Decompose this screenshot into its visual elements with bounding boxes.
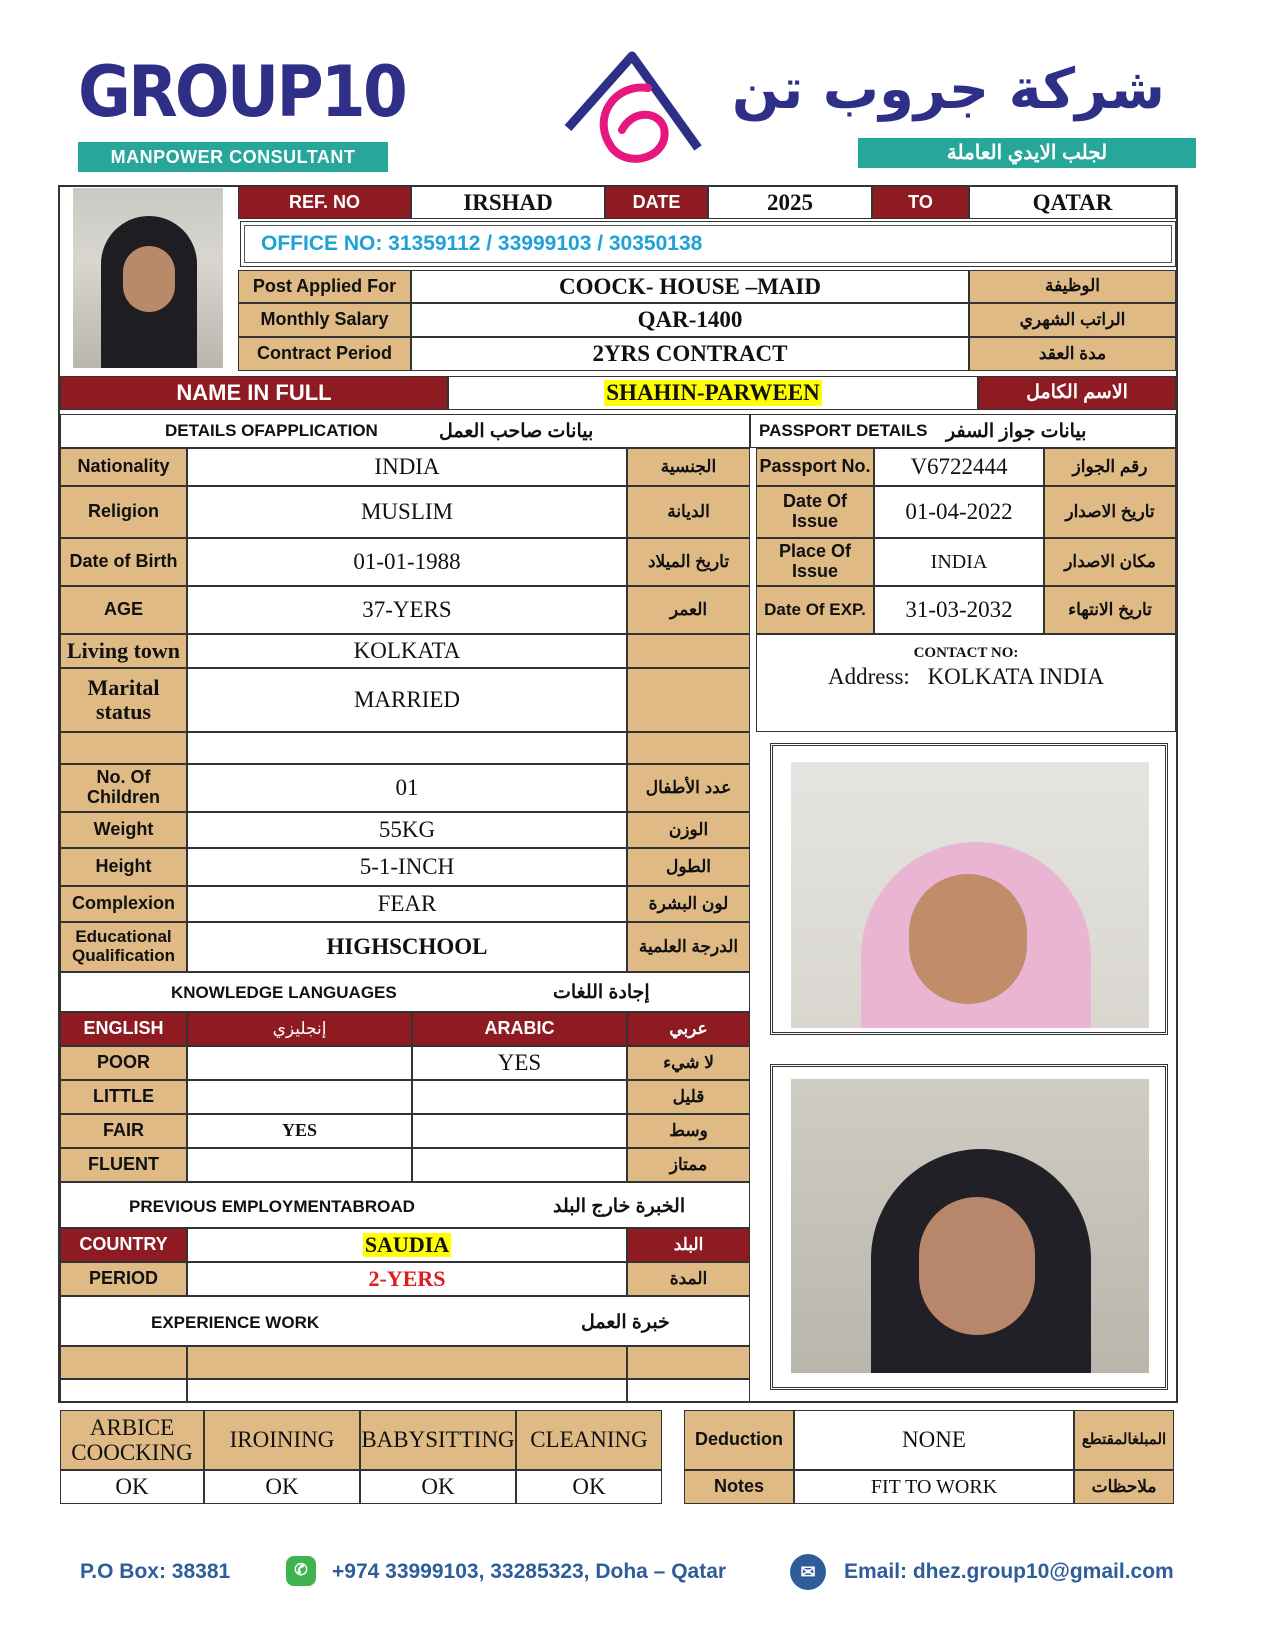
contact-label: CONTACT NO: bbox=[913, 645, 1019, 661]
arabic-level-mark bbox=[412, 1148, 627, 1182]
english-header: ENGLISH bbox=[60, 1012, 187, 1046]
details-label: Marital status bbox=[60, 668, 187, 732]
passport-arabic: رقم الجواز bbox=[1044, 448, 1176, 486]
details-label: Date of Birth bbox=[60, 538, 187, 586]
to-value: QATAR bbox=[969, 186, 1176, 219]
post-label: Post Applied For bbox=[238, 270, 411, 303]
skill-name: ARBICE COOCKING bbox=[60, 1410, 204, 1470]
applicant-photo-black-scarf bbox=[791, 1079, 1149, 1373]
languages-title-arabic: إجادة اللغات bbox=[553, 982, 650, 1003]
skill-name: CLEANING bbox=[516, 1410, 662, 1470]
details-value: MUSLIM bbox=[187, 486, 627, 538]
passport-value: V6722444 bbox=[874, 448, 1044, 486]
passport-arabic: تاريخ الاصدار bbox=[1044, 486, 1176, 538]
ref-no-value: IRSHAD bbox=[411, 186, 605, 219]
notes-arabic: ملاحظات bbox=[1074, 1470, 1174, 1504]
name-value: SHAHIN-PARWEEN bbox=[606, 380, 820, 406]
details-label: Complexion bbox=[60, 886, 187, 922]
details-value: 01-01-1988 bbox=[187, 538, 627, 586]
details-label: Weight bbox=[60, 812, 187, 848]
details-value bbox=[187, 732, 627, 764]
arabic-header-arabic: عربي bbox=[627, 1012, 750, 1046]
passport-value: 01-04-2022 bbox=[874, 486, 1044, 538]
details-label: Educational Qualification bbox=[60, 922, 187, 972]
language-level-arabic: وسط bbox=[627, 1114, 750, 1148]
details-section-header bbox=[60, 414, 750, 448]
photo-frame-1 bbox=[770, 743, 1168, 1035]
contract-label: Contract Period bbox=[238, 337, 411, 371]
footer bbox=[0, 1548, 1275, 1598]
deduction-label: Deduction bbox=[684, 1410, 794, 1470]
employment-title-arabic: الخبرة خارج البلد bbox=[553, 1196, 686, 1217]
applicant-photo-pink-scarf bbox=[791, 762, 1149, 1028]
details-value: INDIA bbox=[187, 448, 627, 486]
name-arabic: الاسم الكامل bbox=[978, 376, 1176, 410]
language-level: FLUENT bbox=[60, 1148, 187, 1182]
english-level-mark bbox=[187, 1046, 412, 1080]
phone-numbers: +974 33999103, 33285323, Doha – Qatar bbox=[332, 1560, 727, 1583]
experience-title-arabic: خبرة العمل bbox=[581, 1312, 670, 1333]
passport-label: Place Of Issue bbox=[756, 538, 874, 586]
skill-status: OK bbox=[516, 1470, 662, 1504]
details-label: Height bbox=[60, 848, 187, 886]
passport-section-arabic: بيانات جواز السفر bbox=[946, 420, 1087, 442]
to-label: TO bbox=[872, 186, 969, 219]
details-value: KOLKATA bbox=[187, 634, 627, 668]
contact-block bbox=[756, 634, 1176, 732]
details-value: 01 bbox=[187, 764, 627, 812]
english-header-arabic: إنجليزي bbox=[187, 1012, 412, 1046]
logo-subtitle: MANPOWER CONSULTANT bbox=[78, 142, 388, 172]
period-arabic: المدة bbox=[627, 1262, 750, 1296]
details-label bbox=[60, 732, 187, 764]
details-section-arabic: بيانات صاحب العمل bbox=[439, 420, 594, 442]
notes-value: FIT TO WORK bbox=[794, 1470, 1074, 1504]
contact-address bbox=[757, 664, 1175, 690]
details-value: 55KG bbox=[187, 812, 627, 848]
language-level-arabic: ممتاز bbox=[627, 1148, 750, 1182]
experience-title: EXPERIENCE WORK bbox=[151, 1313, 320, 1332]
experience-row-empty bbox=[60, 1379, 187, 1403]
office-numbers bbox=[240, 221, 1176, 267]
period-value: 2-YERS bbox=[187, 1262, 627, 1296]
language-level-arabic: لا شيء bbox=[627, 1046, 750, 1080]
pobox: P.O Box: 38381 bbox=[80, 1560, 231, 1583]
address-value: KOLKATA INDIA bbox=[927, 664, 1104, 689]
details-arabic bbox=[627, 732, 750, 764]
arabic-company-subtitle: لجلب الايدي العاملة bbox=[858, 138, 1196, 168]
experience-row-empty bbox=[60, 1346, 187, 1379]
arabic-company-name: شركة جروب تن bbox=[731, 57, 1165, 122]
arabic-level-mark bbox=[412, 1114, 627, 1148]
skill-name: IROINING bbox=[204, 1410, 360, 1470]
english-level-mark bbox=[187, 1148, 412, 1182]
details-arabic bbox=[627, 668, 750, 732]
office-numbers-text: OFFICE NO: 31359112 / 33999103 / 30350138 bbox=[244, 225, 1172, 263]
skill-name: BABYSITTING bbox=[360, 1410, 516, 1470]
experience-row-empty bbox=[627, 1379, 750, 1403]
center-emblem bbox=[560, 48, 705, 168]
experience-row-empty bbox=[627, 1346, 750, 1379]
passport-value: INDIA bbox=[874, 538, 1044, 586]
english-level-mark: YES bbox=[187, 1114, 412, 1148]
skill-status: OK bbox=[60, 1470, 204, 1504]
post-value: COOCK- HOUSE –MAID bbox=[411, 270, 969, 303]
applicant-photo-small bbox=[73, 188, 223, 368]
employment-title: PREVIOUS EMPLOYMENTABROAD bbox=[129, 1197, 415, 1216]
language-level: LITTLE bbox=[60, 1080, 187, 1114]
salary-arabic: الراتب الشهري bbox=[969, 303, 1176, 337]
details-arabic: عدد الأطفال bbox=[627, 764, 750, 812]
email-address: Email: dhez.group10@gmail.com bbox=[844, 1560, 1174, 1583]
salary-value: QAR-1400 bbox=[411, 303, 969, 337]
date-value: 2025 bbox=[708, 186, 872, 219]
details-label: No. Of Children bbox=[60, 764, 187, 812]
country-label: COUNTRY bbox=[60, 1228, 187, 1262]
passport-label: Passport No. bbox=[756, 448, 874, 486]
date-label: DATE bbox=[605, 186, 708, 219]
language-level: FAIR bbox=[60, 1114, 187, 1148]
experience-header bbox=[60, 1296, 750, 1346]
contract-value: 2YRS CONTRACT bbox=[411, 337, 969, 371]
deduction-value: NONE bbox=[794, 1410, 1074, 1470]
skill-status: OK bbox=[204, 1470, 360, 1504]
details-arabic bbox=[627, 634, 750, 668]
languages-title: KNOWLEDGE LANGUAGES bbox=[171, 983, 397, 1002]
ref-no-label: REF. NO bbox=[238, 186, 411, 219]
skill-status: OK bbox=[360, 1470, 516, 1504]
passport-label: Date Of EXP. bbox=[756, 586, 874, 634]
name-label: NAME IN FULL bbox=[60, 376, 448, 410]
details-label: Nationality bbox=[60, 448, 187, 486]
arabic-level-mark bbox=[412, 1080, 627, 1114]
passport-value: 31-03-2032 bbox=[874, 586, 1044, 634]
country-value-cell bbox=[187, 1228, 627, 1262]
company-logo bbox=[78, 51, 405, 172]
details-value: MARRIED bbox=[187, 668, 627, 732]
details-arabic: العمر bbox=[627, 586, 750, 634]
whatsapp-icon: ✆ bbox=[286, 1556, 316, 1586]
arabic-header: ARABIC bbox=[412, 1012, 627, 1046]
logo-text: GROUP10 bbox=[78, 51, 405, 133]
english-level-mark bbox=[187, 1080, 412, 1114]
period-label: PERIOD bbox=[60, 1262, 187, 1296]
name-value-cell bbox=[448, 376, 978, 410]
language-level-arabic: قليل bbox=[627, 1080, 750, 1114]
details-value: HIGHSCHOOL bbox=[187, 922, 627, 972]
passport-section-title: PASSPORT DETAILS bbox=[759, 421, 928, 440]
details-arabic: لون البشرة bbox=[627, 886, 750, 922]
details-arabic: الطول bbox=[627, 848, 750, 886]
photo-frame-2 bbox=[770, 1064, 1168, 1390]
email-icon: ✉ bbox=[790, 1554, 826, 1590]
details-label: Living town bbox=[60, 634, 187, 668]
country-value: SAUDIA bbox=[364, 1231, 450, 1257]
details-arabic: الجنسية bbox=[627, 448, 750, 486]
deduction-arabic: المبلغالمقتطع bbox=[1074, 1410, 1174, 1470]
address-label: Address: bbox=[828, 664, 910, 689]
contract-arabic: مدة العقد bbox=[969, 337, 1176, 371]
details-value: 37-YERS bbox=[187, 586, 627, 634]
experience-row-empty bbox=[187, 1346, 627, 1379]
details-value: 5-1-INCH bbox=[187, 848, 627, 886]
passport-label: Date Of Issue bbox=[756, 486, 874, 538]
experience-row-empty bbox=[187, 1379, 627, 1403]
passport-arabic: مكان الاصدار bbox=[1044, 538, 1176, 586]
details-arabic: الوزن bbox=[627, 812, 750, 848]
details-arabic: تاريخ الميلاد bbox=[627, 538, 750, 586]
passport-section-header bbox=[750, 414, 1176, 448]
details-arabic: الديانة bbox=[627, 486, 750, 538]
languages-header bbox=[60, 972, 750, 1012]
details-section-title: DETAILS OFAPPLICATION bbox=[165, 421, 378, 440]
language-level: POOR bbox=[60, 1046, 187, 1080]
post-arabic: الوظيفة bbox=[969, 270, 1176, 303]
country-arabic: البلد bbox=[627, 1228, 750, 1262]
notes-label: Notes bbox=[684, 1470, 794, 1504]
arabic-level-mark: YES bbox=[412, 1046, 627, 1080]
details-label: AGE bbox=[60, 586, 187, 634]
details-value: FEAR bbox=[187, 886, 627, 922]
employment-header bbox=[60, 1182, 750, 1228]
details-arabic: الدرجة العلمية bbox=[627, 922, 750, 972]
details-label: Religion bbox=[60, 486, 187, 538]
salary-label: Monthly Salary bbox=[238, 303, 411, 337]
passport-arabic: تاريخ الانتهاء bbox=[1044, 586, 1176, 634]
